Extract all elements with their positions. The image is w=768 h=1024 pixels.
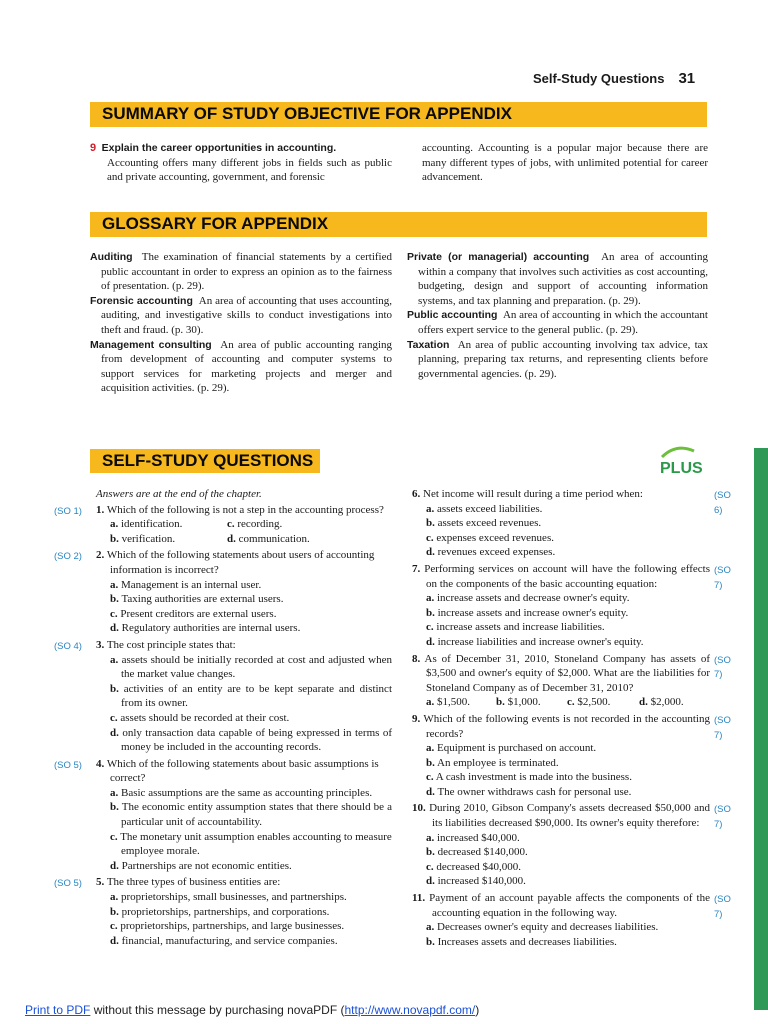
option-a: assets should be initially recorded at cost and adjusted when the market value changes. [121,653,393,681]
question-text: During 2010, Gibson Company's assets decreased $50,000 and its liabilities decreased $90,000. Its owner's equity therefore: [429,802,710,830]
questions-right-column [412,487,731,949]
summary-left-text: Accounting offers many different jobs in fields such as public and private accounting, government, and forensic [107,156,392,184]
option-d: increase liabilities and increase owner's equity. [437,635,644,648]
answers-note: Answers are at the end of the chapter. [96,488,262,500]
print-to-pdf-link[interactable]: Print to PDF [25,1003,91,1017]
question-number: 1. [96,503,105,516]
question-number: 9. [412,712,421,725]
page-number: 31 [678,70,696,87]
header-title: Self-Study Questions [533,71,665,86]
wileyplus-logo-icon [654,443,712,477]
question-number: 10. [412,802,426,815]
option-b: assets exceed revenues. [437,517,542,530]
novapdf-url-link[interactable]: http://www.novapdf.com/ [344,1003,476,1017]
option-c: The monetary unit assumption enables accounting to measure employee morale. [120,830,392,858]
footer-text: without this message by purchasing novaPDF ( [90,1003,345,1017]
option-a: Equipment is purchased on account. [437,742,597,755]
study-objective-tag: (SO 5) [54,878,82,890]
option-a: $1,500. [437,696,470,709]
glossary-term: Private (or managerial) accounting [407,251,590,263]
option-c: decreased $40,000. [436,860,521,873]
study-objective-tag: (SO 1) [54,505,82,517]
option-b: activities of an entity are to be kept separate and distinct from its owner. [121,682,392,710]
question-5: (SO 5) 5. The three types of business entities are: a. proprietorships, small businesses, and partnerships. b. proprietorships, partnerships, and corporations. c. proprietorships, partnerships, and large businesses. d. financial, manufacturing, and service companies. [54,876,347,947]
study-objective-tag: (SO 2) [54,551,82,563]
glossary-definition: An area of accounting that uses accounting, auditing, and investigative skills to conduct investigations into theft and fraud. (p. 30). [101,294,392,336]
option-a: proprietorships, small businesses, and partnerships. [121,891,347,904]
question-number: 6. [412,488,421,500]
question-text: As of December 31, 2010, Stoneland Company has assets of $3,500 and owner's equity of $2,000. What are the liabilities for Stoneland Company as of December 31, 2010? [424,652,710,694]
footer-close: ) [475,1003,480,1017]
question-number: 4. [96,757,105,770]
question-7: (SO 7) 7. Performing services on account will have the following effects on the components of the basic accounting equation: a. increase assets and decrease owner's equity. b. increase assets and increase owner's equity. c. increase assets and increase liabilities. d. increase liabilities and increase owner's equity. [412,562,731,648]
glossary-left [90,250,392,396]
glossary-definition: An area of public accounting ranging from development of accounting and computer systems to support services for marketing projects and merger and acquisition activities. (p. 29). [101,338,392,395]
summary-heading: SUMMARY OF STUDY OBJECTIVE FOR APPENDIX [90,102,707,127]
glossary-term: Management consulting [90,338,212,351]
summary-objective-title: Explain the career opportunities in accounting. [101,142,337,154]
question-text: The three types of business entities are: [106,876,281,889]
question-text: Which of the following events is not recorded in the accounting records? [423,712,710,740]
glossary-entry [407,308,708,337]
option-d: revenues exceed expenses. [437,546,556,559]
glossary-definition: An area of accounting in which the accountant offers expert service to the general public. (p. 29). [418,309,708,336]
option-d: Regulatory authorities are internal users. [121,622,301,635]
option-b: decreased $140,000. [437,846,528,859]
option-a: identification. [121,518,183,531]
glossary-term: Forensic accounting [90,294,193,307]
question-text: Net income will result during a time period when: [423,488,643,500]
question-2: (SO 2) 2. Which of the following statements about users of accounting information is incorrect? a. Management is an internal user. b. Taxing authorities are external users. c. Present creditors are external users. d. Regulatory authorities are internal users. [54,549,375,635]
question-number: 2. [96,549,105,562]
option-c: assets should be recorded at their cost. [120,711,290,724]
option-b: increase assets and increase owner's equity. [437,606,629,619]
glossary-entry [407,250,708,308]
study-objective-tag: (SO 7) [714,804,731,831]
question-number: 11. [412,892,426,905]
option-d: financial, manufacturing, and service companies. [121,934,338,947]
option-d: The owner withdraws cash for personal use. [437,785,632,798]
self-study-heading: SELF-STUDY QUESTIONS [90,449,320,473]
study-objective-tag: (SO 4) [54,640,82,652]
study-objective-number: 9 [90,142,97,154]
summary-left [90,141,392,185]
study-objective-tag: (SO 7) [714,564,731,591]
option-b: The economic entity assumption states that there should be a particular unit of accountability. [121,801,392,829]
question-text: Payment of an account payable affects the components of the accounting equation in the following way. [429,892,710,919]
side-color-bar [754,448,768,1010]
option-d: communication. [238,532,310,545]
study-objective-tag: (SO 7) [714,894,731,920]
study-objective-tag: (SO 7) [714,654,731,681]
glossary-term: Auditing [90,251,133,263]
glossary-entry [90,250,392,294]
glossary-entry [407,338,708,382]
questions-left-column [54,487,393,948]
glossary-entry [90,338,392,396]
question-8: (SO 7) 8. As of December 31, 2010, Stoneland Company has assets of $3,500 and owner's equity of $2,000. What are the liabilities for Stoneland Company as of December 31, 2010? a. $1,500. b. $1,000. c. $2,500. d. $2,000. [412,652,731,709]
question-10: (SO 7) 10. During 2010, Gibson Company's assets decreased $50,000 and its liabilities decreased $90,000. Its owner's equity therefore: a. increased $40,000. b. decreased $140,000. c. decreased $40,000. d. increased $140,000. [412,802,731,888]
question-3: (SO 4) 3. The cost principle states that: a. assets should be initially recorded at cost and adjusted when the market value changes. b. activities of an entity are to be kept separate and distinct from its owner. c. assets should be recorded at their cost. d. only transaction data capable of being expressed in terms of money be included in the accounting records. [54,638,393,754]
option-d: only transaction data capable of being expressed in terms of money be included in the accounting records. [121,726,393,754]
option-c: A cash investment is made into the business. [435,771,632,784]
question-number: 7. [412,562,421,575]
question-text: Which of the following statements about basic assumptions is correct? [106,757,379,785]
option-c: increase assets and increase liabilities. [436,621,605,634]
option-d: increased $140,000. [437,875,526,888]
option-b: An employee is terminated. [437,756,559,769]
option-a: Decreases owner's equity and decreases liabilities. [437,921,659,934]
question-1: (SO 1) 1. Which of the following is not a step in the accounting process? a. identification. c. recording. b. verification. d. communication. [54,503,384,545]
option-a: increased $40,000. [437,831,520,844]
glossary-right [407,250,708,381]
summary-right-text: accounting. Accounting is a popular major because there are many different types of jobs, with unlimited potential for career advancement. [422,142,708,184]
glossary-entry [90,294,392,338]
glossary-term: Public accounting [407,309,498,322]
option-c: proprietorships, partnerships, and large businesses. [120,920,345,933]
option-a: assets exceed liabilities. [437,502,543,515]
study-objective-tag: (SO 6) [714,490,731,516]
glossary-term: Taxation [407,338,450,351]
option-c: expenses exceed revenues. [436,531,554,544]
glossary-heading: GLOSSARY FOR APPENDIX [90,212,707,237]
option-b: verification. [121,532,176,545]
glossary-definition: An area of accounting within a company that involves such activities as cost accounting, budgeting, design and support of accounting information systems, and tax planning and preparation. (p. 29). [418,251,708,307]
option-b: proprietorships, partnerships, and corporations. [121,905,330,918]
option-c: recording. [237,518,283,531]
option-b: Taxing authorities are external users. [121,593,284,606]
option-a: increase assets and decrease owner's equity. [437,592,630,605]
question-text: The cost principle states that: [106,638,236,651]
option-b: $1,000. [507,696,541,709]
study-objective-tag: (SO 5) [54,759,82,771]
option-a: Basic assumptions are the same as accounting principles. [121,786,373,799]
question-number: 5. [96,876,105,889]
plus-logo-text: PLUS [660,460,703,477]
option-c: Present creditors are external users. [120,607,277,620]
question-number: 8. [412,652,421,665]
question-4: (SO 5) 4. Which of the following statements about basic assumptions is correct? a. Basic assumptions are the same as accounting principles. b. The economic entity assumption states that there should be a particular unit of accountability. c. The monetary unit assumption enables accounting to measure employee morale. d. Partnerships are not economic entities. [54,757,392,872]
option-d: Partnerships are not economic entities. [121,859,292,872]
option-c: $2,500. [577,696,611,709]
question-text: Performing services on account will have the following effects on the components of the basic accounting equation: [424,562,711,590]
running-header [533,70,695,87]
question-number: 3. [96,638,105,651]
question-text: Which of the following is not a step in the accounting process? [106,503,384,516]
question-11: (SO 7) 11. Payment of an account payable affects the components of the accounting equation in the following way. a. Decreases owner's equity and decreases liabilities. b. Increases assets and decreases liabilities. [412,892,731,948]
option-d: $2,000. [650,696,684,709]
glossary-definition: The examination of financial statements by a certified public accountant in order to express an opinion as to the fairness of presentation. (p. 29). [101,251,392,293]
option-a: Management is an internal user. [121,578,262,591]
question-6: (SO 6) 6. Net income will result during a time period when: a. assets exceed liabilities. b. assets exceed revenues. c. expenses exceed revenues. d. revenues exceed expenses. [412,488,731,559]
study-objective-tag: (SO 7) [714,714,731,741]
glossary-definition: An area of public accounting involving tax advice, tax planning, preparing tax returns, and representing clients before governmental agencies. (p. 29). [418,338,709,380]
option-b: Increases assets and decreases liabilities. [437,935,617,948]
pdf-footer [25,1003,479,1017]
question-9: (SO 7) 9. Which of the following events is not recorded in the accounting records? a. Equipment is purchased on account. b. An employee is terminated. c. A cash investment is made into the business. d. The owner withdraws cash for personal use. [412,712,731,798]
question-text: Which of the following statements about users of accounting information is incorrect? [106,549,375,576]
